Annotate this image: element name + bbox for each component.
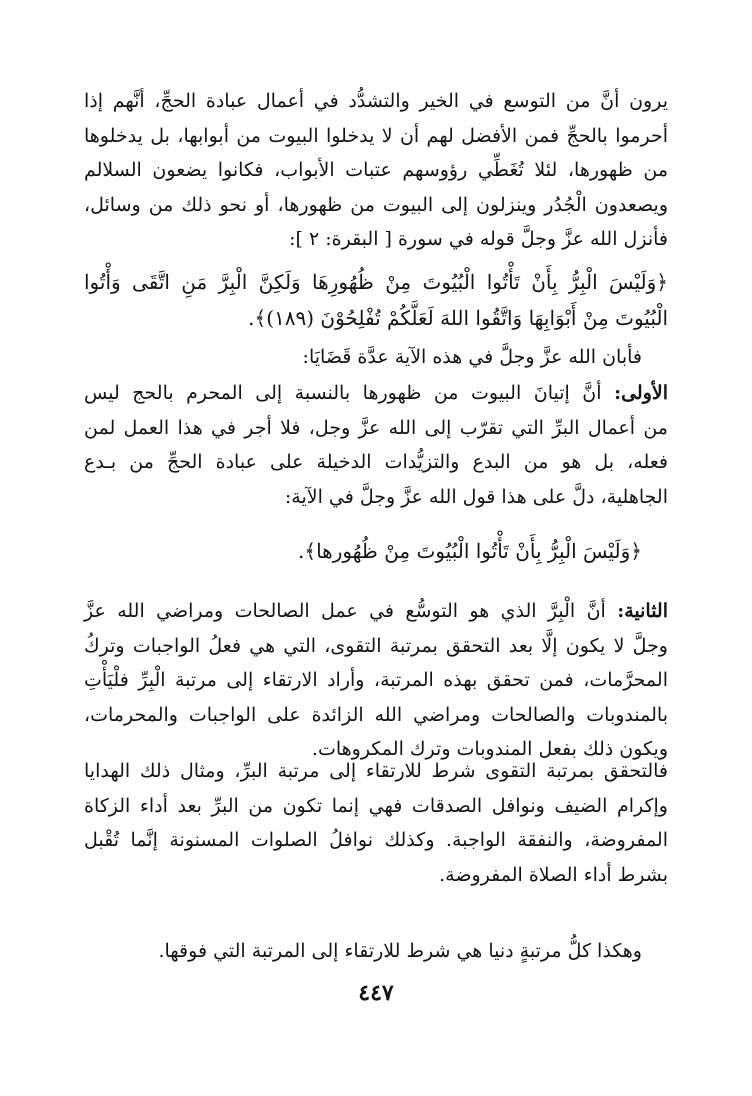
quran-verse-short	[84, 534, 642, 569]
text-line: وهكذا كلُّ مرتبةٍ دنيا هي شرط للارتقاء إلى المرتبة التي فوقها.	[158, 940, 642, 962]
closing-sentence	[84, 934, 642, 969]
text-line: بالمندوبات والصالحات ومراضي الله الزائدة على الواجبات والمحرمات،	[84, 703, 668, 726]
text-line: أحرموا بالحجِّ فمن الأفضل لهم أن لا يدخلوا البيوت من أبوابها، بل يدخلوها	[84, 124, 668, 147]
verse-line: ﴿وَلَيْسَ الْبِرُّ بِأَنْ تَأْتُوا الْبُيُوتَ مِنْ ظُهُورها﴾.	[298, 539, 642, 563]
intro-paragraph	[84, 84, 668, 257]
third-paragraph	[84, 754, 668, 892]
quran-verse-block	[84, 264, 668, 336]
text-line	[84, 594, 668, 629]
text-line: من ظهورها، لئلا تُغَطِّي رؤوسهم عتبات الأبواب، فكانوا يضعون السلالم	[84, 159, 668, 181]
text-line: يرون أنَّ من التوسع في الخير والتشدُّد في أعمال عبادة الحجِّ، أنَّهم إذا	[84, 90, 668, 112]
text-line: فالتحقق بمرتبة التقوى شرط للارتقاء إلى مرتبة البرِّ، ومثال ذلك الهدايا	[84, 760, 668, 782]
second-issue-paragraph	[84, 594, 668, 767]
text-line: وجلَّ لا يكون إلَّا بعد التحقق بمرتبة التقوى، التي هي فعلُ الواجبات وتركُ	[84, 634, 668, 657]
page-number: ٤٤٧	[358, 980, 394, 1006]
verse-line: ﴿وَلَيْسَ الْبِرُّ بِأَنْ تَأْتُوا الْبُيُوتَ مِنْ ظُهُورِهَا وَلَكِنَّ الْبِرَّ مَنِ اتَّقَى وَأْتُوا	[84, 270, 668, 294]
first-issue-label: الأولى:	[614, 382, 668, 404]
second-issue-label: الثانية:	[617, 600, 668, 622]
text-line: وإكرام الضيف ونوافل الصدقات فهي إنما تكون من البرِّ بعد أداء الزكاة	[84, 794, 668, 817]
text-line: الجاهلية، دلَّ على هذا قول الله عزَّ وجلَّ في الآية:	[284, 485, 668, 508]
text-line: فأبان الله عزَّ وجلَّ في هذه الآية عدَّة قَضَايَا:	[302, 346, 642, 368]
text-line: ويكون ذلك بفعل المندوبات وترك المكروهات.	[311, 738, 668, 760]
text-line: فأنزل الله عزَّ وجلَّ قوله في سورة [ البقرة: ٢ ]:	[289, 228, 668, 250]
verse-line: الْبُيُوتَ مِنْ أَبْوَابِهَا وَاتَّقُوا اللهَ لَعَلَّكُمْ تُفْلِحُوْنَ (١٨٩)﴾.	[248, 306, 668, 330]
text-span: أنَّ إتيانَ البيوت من ظهورها بالنسبة إلى المحرم بالحج ليس	[84, 382, 615, 404]
first-issue-paragraph	[84, 376, 668, 514]
text-line: المحرَّمات، فمن تحقق بهذه المرتبة، وأراد الارتقاء إلى مرتبة الْبِرِّ فلْيَأْتِ	[84, 669, 668, 691]
text-line	[84, 376, 668, 411]
text-line: من أعمال البرِّ التي تقرّب إلى الله عزَّ وجل، فلا أجر في هذا العمل لمن	[84, 416, 668, 439]
text-line: بشرط أداء الصلاة المفروضة.	[439, 863, 668, 886]
text-line: المفروضة، والنفقة الواجبة. وكذلك نوافلُ الصلوات المسنونة إنَّما تُقْبل	[84, 829, 668, 851]
issues-intro	[84, 340, 642, 375]
text-line: ويصعدون الْجُدُر وينزلون إلى البيوت من ظهورها، أو نحو ذلك من وسائل،	[84, 193, 668, 216]
text-line: فعله، بل هو من البدع والتزيُّدات الدخيلة على عبادة الحجِّ من بـدع	[84, 451, 668, 473]
text-span: أنَّ الْبِرَّ الذي هو التوسُّع في عمل الصالحات ومراضي الله عزَّ	[84, 600, 618, 622]
